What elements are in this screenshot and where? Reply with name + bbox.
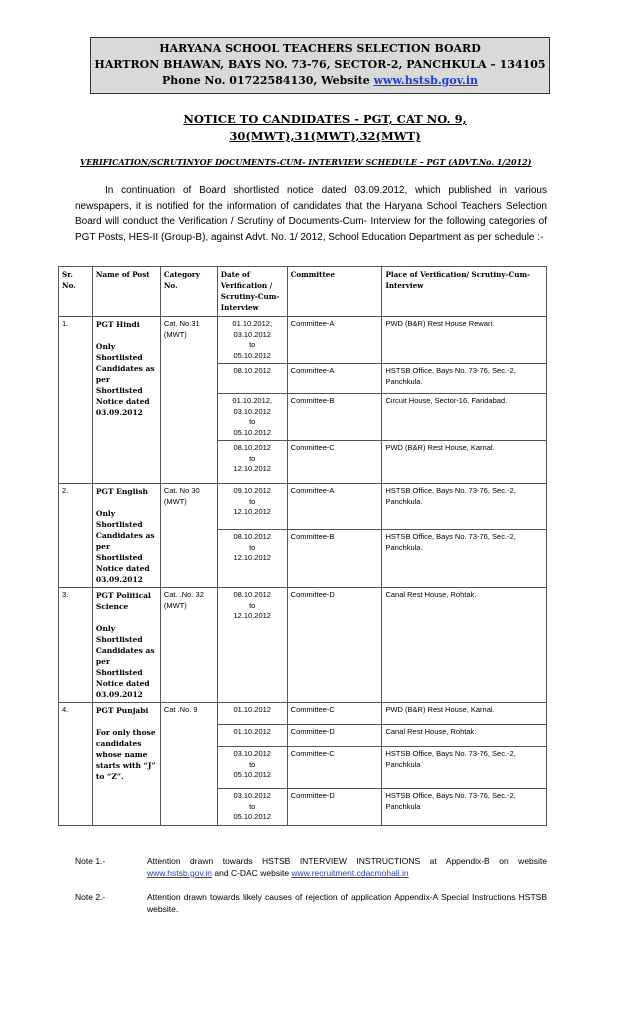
date-line: 05.10.2012 [233, 350, 271, 360]
table-row [59, 317, 547, 364]
board-name: HARYANA SCHOOL TEACHERS SELECTION BOARD [159, 42, 481, 55]
cell-sr: 1. [59, 317, 93, 484]
date-line: 05.10.2012 [233, 770, 271, 779]
cell-date [217, 789, 287, 826]
cell-place: Canal Rest House, Rohtak. [382, 588, 547, 703]
cell-place: PWD (B&R) Rest House, Karnal. [382, 703, 547, 725]
cell-date [217, 588, 287, 703]
cell-date [217, 317, 287, 364]
date-line: to [249, 340, 256, 349]
cell-place: HSTSB Office, Bays No. 73-76, Sec.-2, Panchkula. [382, 364, 547, 394]
note-text-part: and C-DAC website [212, 868, 292, 878]
post-name: PGT Political Science [95, 591, 151, 611]
cell-committee: Committee-C [287, 703, 382, 725]
date-line: 08.10.2012 [233, 443, 271, 452]
cell-post [92, 588, 160, 703]
intro-text: In continuation of Board shortlisted notice dated 03.09.2012, which published in various newspapers, it is notified for the information of candidates that the Haryana School Teachers Selection Board will conduct the Verification / Scrutiny of Documents-Cum- Interview for the following categories of PGT Posts, HES-II (Group-B), against Advt. No. 1/ 2012, School Education Department as per schedule :- [75, 185, 547, 243]
cell-date [217, 484, 287, 530]
header-date: Date of Verification / Scrutiny-Cum- Interview [217, 267, 287, 317]
post-eligibility: Only Shortlisted Candidates as per Shortlisted Notice dated 03.09.2012 [95, 342, 155, 417]
schedule-table [58, 266, 547, 826]
cell-place: Circuit House, Sector-16, Faridabad. [382, 394, 547, 441]
table-header-row [59, 267, 547, 317]
cell-place: HSTSB Office, Bays No. 73-76, Sec.-2, Panchkula. [382, 484, 547, 530]
note-2 [75, 891, 547, 921]
date-line: to [249, 542, 256, 552]
cell-category: Cat. .No. 32 (MWT) [160, 588, 217, 703]
date-line: 09.10.2012 [233, 486, 271, 495]
notice-title-line2: 30(MWT),31(MWT),32(MWT) [229, 129, 421, 143]
note-link[interactable]: www.hstsb.gov.in [147, 868, 213, 878]
table-row [59, 484, 547, 530]
cell-committee: Committee-D [287, 588, 382, 703]
header-sr: Sr. No. [59, 267, 93, 317]
cell-place: PWD (B&R) Rest House, Karnal. [382, 441, 547, 484]
cell-sr: 3. [59, 588, 93, 703]
post-eligibility: Only Shortlisted Candidates as per Shortlisted Notice dated 03.09.2012 [95, 509, 155, 584]
post-eligibility: For only those candidates whose name starts with “J” to “Z”. [95, 728, 156, 781]
website-link[interactable]: www.hstsb.gov.in [373, 74, 478, 87]
board-address: HARTRON BHAWAN, BAYS NO. 73-76, SECTOR-2, PANCHKULA – 134105 [94, 58, 546, 71]
cell-date [217, 703, 287, 725]
cell-sr: 2. [59, 484, 93, 588]
cell-place: Canal Rest House, Rohtak. [382, 725, 547, 747]
cell-committee: Committee-B [287, 530, 382, 588]
intro-paragraph [75, 183, 547, 245]
cell-date [217, 747, 287, 789]
post-name: PGT English [95, 487, 148, 496]
board-contact: Phone No. 01722584130, Website www.hstsb.gov.in [161, 74, 478, 87]
date-line: 01.10.2012, [232, 319, 273, 328]
post-name: PGT Hindi [95, 320, 140, 329]
cell-date [217, 441, 287, 484]
schedule-title: VERIFICATION/SCRUTINYOF DOCUMENTS-CUM- INTERVIEW SCHEDULE – PGT (ADVT.No. 1/2012) [80, 157, 532, 167]
post-name: PGT Punjabi [95, 706, 149, 715]
cell-post [92, 317, 160, 484]
date-line: 01.10.2012 [233, 705, 271, 714]
date-line: 03.10.2012 [233, 406, 271, 416]
note-1 [75, 855, 547, 885]
note-text-part: Attention drawn towards HSTSB INTERVIEW INSTRUCTIONS at Appendix-B on website [147, 856, 547, 866]
cell-post [92, 484, 160, 588]
cell-category: Cat. No 30 (MWT) [160, 484, 217, 588]
schedule-body [59, 317, 547, 826]
cell-committee: Committee-D [287, 789, 382, 826]
note-label: Note 2.- [75, 892, 106, 902]
cell-place: HSTSB Office, Bays No. 73-76, Sec.-2, Panchkula. [382, 530, 547, 588]
cell-category: Cat. No.31 (MWT) [160, 317, 217, 484]
date-line: 12.10.2012 [233, 611, 271, 620]
cell-place: HSTSB Office, Bays No. 73-76, Sec.-2, Panchkula [382, 747, 547, 789]
date-line: to [249, 801, 256, 811]
cell-date [217, 725, 287, 747]
date-line: 03.10.2012 [233, 329, 271, 339]
date-line: 05.10.2012 [233, 812, 271, 821]
note-link[interactable]: www.recruitment.cdacmohali.in [291, 868, 409, 878]
cell-committee: Committee-A [287, 484, 382, 530]
cell-date [217, 530, 287, 588]
cell-committee: Committee-C [287, 441, 382, 484]
date-line: 01.10.2012, [232, 396, 273, 405]
date-line: to [249, 453, 256, 463]
date-line: 12.10.2012 [233, 553, 271, 563]
cell-place: HSTSB Office, Bays No. 73-76, Sec.-2, Panchkula [382, 789, 547, 826]
header-post: Name of Post [92, 267, 160, 317]
cell-date [217, 394, 287, 441]
date-line: 12.10.2012 [233, 464, 271, 473]
cell-committee: Committee-C [287, 747, 382, 789]
date-line: to [249, 496, 256, 506]
note-text [147, 891, 547, 915]
table-row [59, 588, 547, 703]
date-line: 08.10.2012 [233, 590, 271, 599]
table-row [59, 703, 547, 725]
date-line: to [249, 600, 256, 610]
cell-committee: Committee-A [287, 364, 382, 394]
date-line: 08.10.2012 [233, 366, 271, 375]
cell-committee: Committee-B [287, 394, 382, 441]
date-line: to [249, 417, 256, 426]
header-place: Place of Verification/ Scrutiny-Cum- Interview [382, 267, 547, 317]
date-line: 05.10.2012 [233, 427, 271, 437]
notice-title-line1: NOTICE TO CANDIDATES - PGT, CAT NO. 9, [183, 112, 467, 126]
cell-committee: Committee-A [287, 317, 382, 364]
date-line: 03.10.2012 [233, 749, 271, 758]
date-line: 12.10.2012 [233, 507, 271, 516]
cell-place: PWD (B&R) Rest House Rewari. [382, 317, 547, 364]
note-text [147, 855, 547, 879]
cell-category: Cat .No. 9 [160, 703, 217, 826]
cell-committee: Committee-D [287, 725, 382, 747]
date-line: 03.10.2012 [233, 791, 271, 800]
header-category: Category No. [160, 267, 217, 317]
cell-post [92, 703, 160, 826]
header-committee: Committee [287, 267, 382, 317]
board-header [90, 37, 550, 94]
post-eligibility: Only Shortlisted Candidates as per Shortlisted Notice dated 03.09.2012 [95, 624, 155, 699]
date-line: to [249, 759, 256, 769]
date-line: 01.10.2012 [233, 727, 271, 736]
note-text-part: Attention drawn towards likely causes of rejection of application Appendix-A Special Instructions HSTSB website. [147, 892, 547, 914]
cell-date [217, 364, 287, 394]
date-line: 08.10.2012 [233, 532, 271, 542]
cell-sr: 4. [59, 703, 93, 826]
notice-title [60, 111, 590, 145]
note-label: Note 1.- [75, 856, 106, 866]
